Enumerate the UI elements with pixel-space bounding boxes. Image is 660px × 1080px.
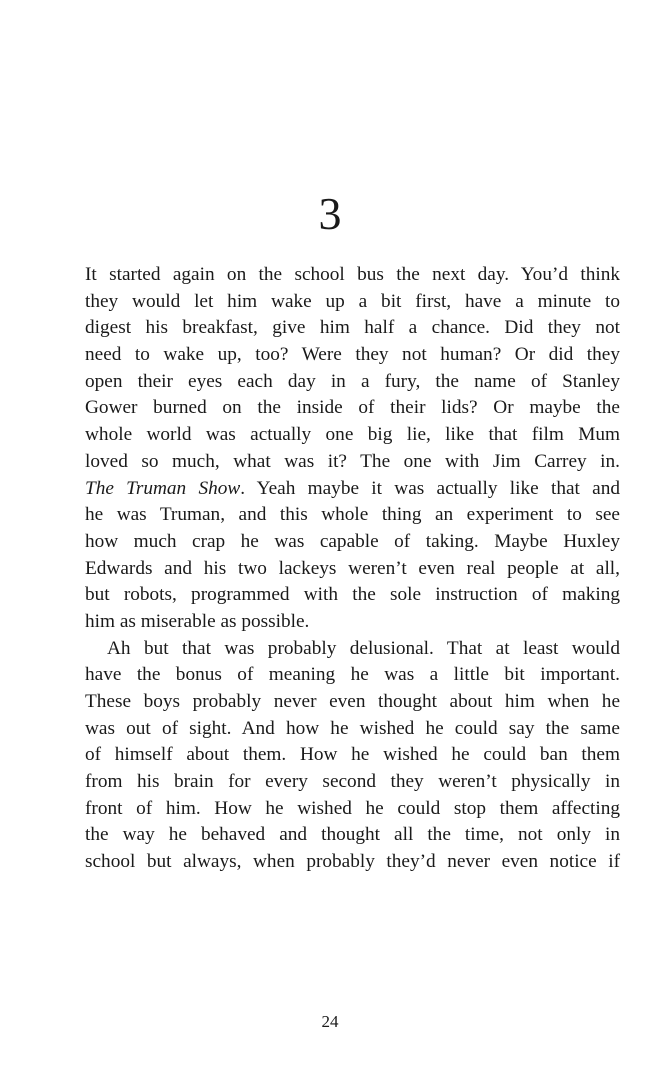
text-line: have the bonus of meaning he was a little bit important. bbox=[85, 664, 620, 686]
text-line: whole world was actually one big lie, like that film Mum bbox=[85, 424, 620, 446]
text-line: front of him. How he wished he could stop them affecting bbox=[85, 797, 620, 819]
chapter-number: 3 bbox=[318, 188, 342, 239]
text-line: Edwards and his two lackeys weren’t even real people at all, bbox=[85, 557, 620, 579]
film-title: The Truman Show bbox=[85, 477, 241, 499]
text-line: the way he behaved and thought all the time, not only in bbox=[85, 824, 620, 846]
text-line: open their eyes each day in a fury, the name of Stanley bbox=[85, 370, 620, 392]
text-line: was out of sight. And how he wished he could say the same bbox=[85, 717, 620, 739]
text-line: he was Truman, and this whole thing an experiment to see bbox=[85, 504, 620, 526]
text-line: from his brain for every second they weren’t physically in bbox=[85, 771, 620, 793]
text-line: him as miserable as possible. bbox=[85, 610, 310, 632]
text-line: loved so much, what was it? The one with Jim Carrey in. bbox=[85, 450, 620, 472]
paragraph-1 bbox=[85, 262, 620, 636]
text-line: It started again on the school bus the next day. You’d think bbox=[85, 264, 620, 285]
text-line: how much crap he was capable of taking. Maybe Huxley bbox=[85, 530, 620, 552]
text-line: Ah but that was probably delusional. That at least would bbox=[107, 637, 620, 659]
paragraph-2 bbox=[85, 636, 620, 876]
text-line: but robots, programmed with the sole instruction of making bbox=[85, 584, 620, 606]
text-line: digest his breakfast, give him half a chance. Did they not bbox=[85, 317, 620, 339]
body-text bbox=[85, 262, 620, 876]
text-line: of himself about them. How he wished he could ban them bbox=[85, 744, 620, 766]
text-line: they would let him wake up a bit first, have a minute to bbox=[85, 290, 620, 312]
text-line-rest: . Yeah maybe it was actually like that and bbox=[240, 477, 620, 499]
text-line: need to wake up, too? Were they not human? Or did they bbox=[85, 344, 620, 366]
text-line-italic-title bbox=[85, 476, 620, 503]
text-line: Gower burned on the inside of their lids? Or maybe the bbox=[85, 397, 620, 419]
text-line: These boys probably never even thought about him when he bbox=[85, 691, 620, 712]
page-number: 24 bbox=[321, 1012, 339, 1031]
text-line: school but always, when probably they’d never even notice if bbox=[85, 851, 620, 873]
